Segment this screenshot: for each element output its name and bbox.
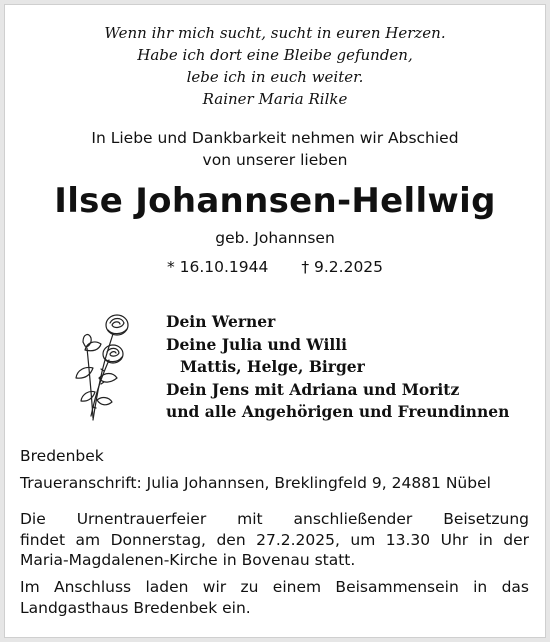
mourner-line: Dein Jens mit Adriana und Moritz (166, 379, 460, 399)
gathering-line: Im Anschluss laden wir zu einem Beisammensein in das (20, 578, 529, 596)
poem-line: Wenn ihr mich sucht, sucht in euren Herzen. (104, 24, 446, 42)
mourner-line: Deine Julia und Willi (166, 334, 347, 354)
mourners-list (166, 311, 509, 424)
place: Bredenbek (20, 447, 104, 465)
death-date: † 9.2.2025 (301, 258, 384, 276)
poem-line: Habe ich dort eine Bleibe gefunden, (137, 46, 413, 64)
poem-line: lebe ich in euch weiter. (186, 68, 364, 86)
life-dates (5, 258, 545, 276)
intro-text (5, 127, 545, 171)
poem (5, 22, 545, 110)
birth-date: * 16.10.1944 (166, 258, 269, 276)
ceremony-line: Die Urnentrauerfeier mit anschließender Beisetzung (20, 510, 529, 528)
gathering-text (20, 577, 529, 618)
ceremony-text (20, 509, 529, 571)
ceremony-line: Maria-Magdalenen-Kirche in Bovenau statt. (20, 551, 356, 569)
mourning-address: Traueranschrift: Julia Johannsen, Breklingfeld 9, 24881 Nübel (20, 474, 491, 492)
mourner-line: und alle Angehörigen und Freundinnen (166, 402, 510, 421)
mourner-line: Dein Werner (166, 312, 276, 331)
rose-illustration-icon (57, 308, 137, 424)
intro-line: In Liebe und Dankbarkeit nehmen wir Abschied (91, 129, 459, 147)
birth-name: geb. Johannsen (215, 229, 335, 247)
deceased-name: Ilse Johannsen-Hellwig (54, 181, 496, 221)
mourner-line: Mattis, Helge, Birger (180, 357, 365, 376)
gathering-line: Landgasthaus Bredenbek ein. (20, 598, 251, 617)
ceremony-line: findet am Donnerstag, den 27.2.2025, um 13.30 Uhr in der (20, 530, 529, 549)
poem-author: Rainer Maria Rilke (202, 90, 348, 108)
intro-line: von unserer lieben (202, 151, 348, 169)
obituary-notice (4, 4, 546, 638)
